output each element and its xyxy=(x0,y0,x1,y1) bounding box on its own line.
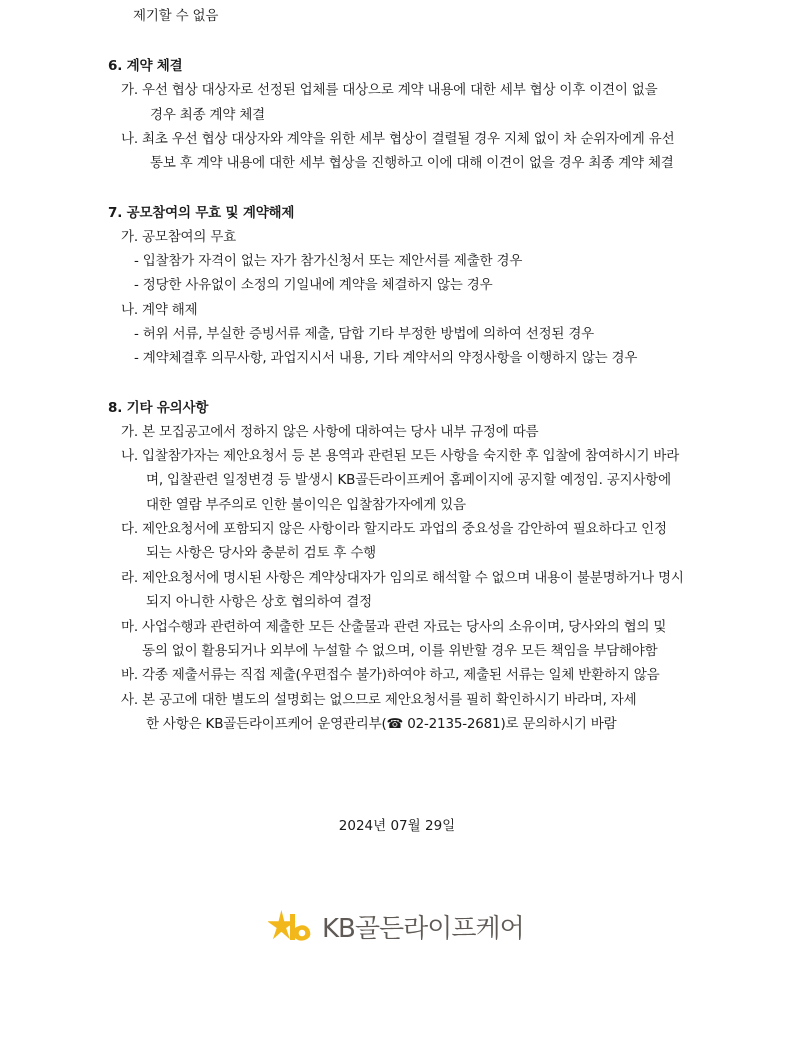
kb-star-logo-icon xyxy=(268,908,314,944)
text-line: 되지 아니한 사항은 상호 협의하여 결정 xyxy=(146,594,372,610)
text-line: 가. 본 모집공고에서 정하지 않은 사항에 대하여는 당사 내부 규정에 따름 xyxy=(121,424,539,440)
text-line: 라. 제안요청서에 명시된 사항은 계약상대자가 임의로 해석할 수 없으며 내용이 불분명하거나 명시 xyxy=(121,570,684,586)
text-line: 바. 각종 제출서류는 직접 제출(우편접수 불가)하여야 하고, 제출된 서류는 일체 반환하지 않음 xyxy=(121,667,660,683)
text-line: 사. 본 공고에 대한 별도의 설명회는 없으므로 제안요청서를 필히 확인하시기 바라며, 자세 xyxy=(121,692,637,708)
text-line: 가. 공모참여의 무효 xyxy=(121,229,237,245)
text-line: 한 사항은 KB골든라이프케어 운영관리부(☎ 02-2135-2681)로 문의하시기 바람 xyxy=(146,716,617,732)
text-line: 통보 후 계약 내용에 대한 세부 협상을 진행하고 이에 대해 이견이 없을 경우 최종 계약 체결 xyxy=(150,155,674,171)
text-line: 마. 사업수행과 관련하여 제출한 모든 산출물과 관련 자료는 당사의 소유이며, 당사와의 협의 및 xyxy=(121,619,667,635)
company-logo-text: KB골든라이프케어 xyxy=(322,913,524,944)
section-heading-8: 8. 기타 유의사항 xyxy=(108,400,209,416)
document-date: 2024년 07월 29일 xyxy=(338,818,456,834)
text-line: - 정당한 사유없이 소정의 기일내에 계약을 체결하지 않는 경우 xyxy=(134,277,493,293)
text-line: 며, 입찰관련 일정변경 등 발생시 KB골든라이프케어 홈페이지에 공지할 예정임. 공지사항에 xyxy=(146,472,671,488)
text-line: 경우 최종 계약 체결 xyxy=(150,107,266,123)
company-logo xyxy=(268,906,524,946)
text-line: 나. 최초 우선 협상 대상자와 계약을 위한 세부 협상이 결렬될 경우 지체 없이 차 순위자에게 유선 xyxy=(121,131,675,147)
text-line: - 허위 서류, 부실한 증빙서류 제출, 담합 기타 부정한 방법에 의하여 선정된 경우 xyxy=(134,326,595,342)
text-line: 대한 열람 부주의로 인한 불이익은 입찰참가자에게 있음 xyxy=(146,497,466,513)
text-line: 나. 입찰참가자는 제안요청서 등 본 용역과 관련된 모든 사항을 숙지한 후 입찰에 참여하시기 바라 xyxy=(121,448,680,464)
section-heading-7: 7. 공모참여의 무효 및 계약해제 xyxy=(108,205,295,221)
text-line: 가. 우선 협상 대상자로 선정된 업체를 대상으로 계약 내용에 대한 세부 협상 이후 이견이 없을 xyxy=(121,82,658,98)
text-line: 제기할 수 없음 xyxy=(133,8,219,24)
text-line: 동의 없이 활용되거나 외부에 누설할 수 없으며, 이를 위반할 경우 모든 책임을 부담해야함 xyxy=(142,643,658,659)
text-line: - 계약체결후 의무사항, 과업지시서 내용, 기타 계약서의 약정사항을 이행하지 않는 경우 xyxy=(134,350,638,366)
section-heading-6: 6. 계약 체결 xyxy=(108,58,183,74)
text-line: 다. 제안요청서에 포함되지 않은 사항이라 할지라도 과업의 중요성을 감안하여 필요하다고 인정 xyxy=(121,521,667,537)
text-line: 되는 사항은 당사와 충분히 검토 후 수행 xyxy=(146,545,377,561)
text-line: 나. 계약 해제 xyxy=(121,302,198,318)
text-line: - 입찰참가 자격이 없는 자가 참가신청서 또는 제안서를 제출한 경우 xyxy=(134,253,523,269)
